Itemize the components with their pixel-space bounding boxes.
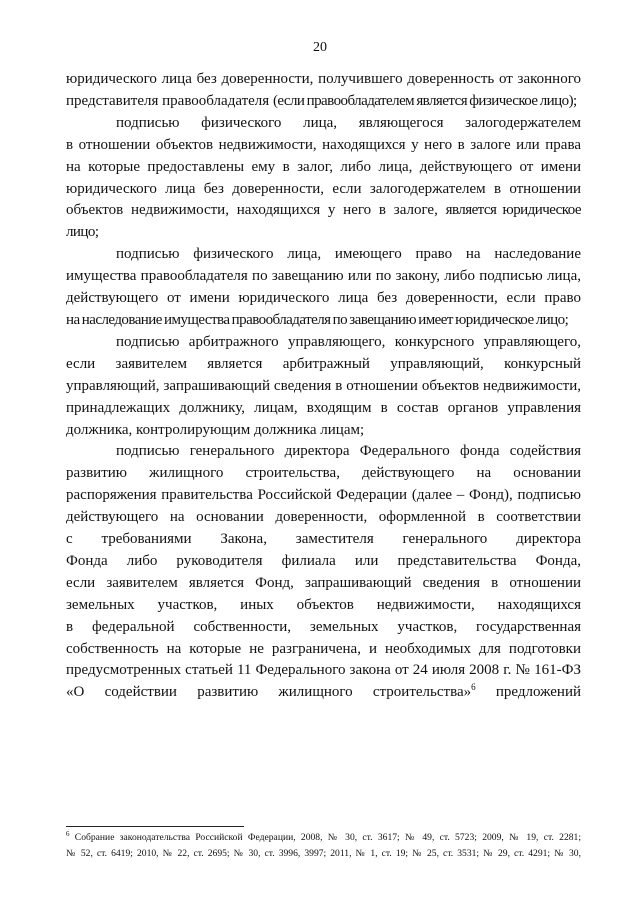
paragraph-line: развитию жилищного строительства, действующего на основании — [66, 465, 581, 482]
line-text: «О содействии развитию жилищного строительства» — [66, 684, 472, 701]
paragraph-line: в отношении объектов недвижимости, находящихся у него в залоге или права — [66, 136, 581, 153]
line-text-condensed: является юридическое лицо; — [66, 202, 581, 241]
line-text-condensed: (если правообладателем является физическое лицо); — [272, 92, 577, 109]
paragraph-line: юридического лица без доверенности, если залогодержателем в отношении — [66, 180, 581, 197]
paragraph-line: юридического лица без доверенности, получившего доверенность от законного — [66, 71, 581, 87]
paragraph-line — [66, 91, 581, 113]
paragraph-line: действующего на основании доверенности, оформленной в соответствии — [66, 509, 581, 526]
paragraph-line: подписью физического лица, имеющего право на наследование — [116, 246, 581, 263]
footnote-text: Собрание законодательства Российской Федерации, 2008, № 30, ст. 3617; № 49, ст. 5723; 2009, № 19, ст. 2281; — [69, 832, 581, 843]
paragraph-line: если заявителем является арбитражный управляющий, конкурсный — [66, 355, 581, 372]
footnote — [66, 830, 581, 861]
paragraph-line: с требованиями Закона, заместителя генерального директора — [66, 531, 581, 548]
footnote-marker: 6 — [66, 829, 70, 838]
footnote-divider — [66, 826, 244, 827]
paragraph-line: имущества правообладателя по завещанию или по закону, либо подписью лица, — [66, 268, 581, 285]
paragraph-line: подписью физического лица, являющегося залогодержателем — [116, 114, 581, 131]
paragraph-line: если заявителем является Фонд, запрашивающий сведения в отношении — [66, 574, 581, 591]
line-text: предложений — [475, 684, 581, 701]
paragraph-line: подписью генерального директора Федерального фонда содействия — [116, 443, 581, 460]
paragraph-line: в федеральной собственности, земельных участков, государственная — [66, 618, 581, 635]
paragraph-line: Фонда либо руководителя филиала или представительства Фонда, — [66, 552, 581, 569]
footnote-reference[interactable]: 6 — [471, 682, 476, 693]
paragraph-line: принадлежащих должнику, лицам, входящим в состав органов управления — [66, 399, 581, 416]
paragraph-line: на которые предоставлены ему в залог, либо лица, действующего от имени — [66, 158, 581, 175]
line-text: представителя правообладателя — [66, 92, 273, 109]
line-text: объектов недвижимости, находящихся у него в залоге, — [66, 202, 446, 219]
paragraph-line — [66, 682, 581, 704]
paragraph-line: должника, контролирующим должника лицам; — [66, 421, 365, 438]
paragraph-line: управляющий, запрашивающий сведения в отношении объектов недвижимости, — [66, 377, 581, 394]
document-body — [66, 69, 581, 704]
page-number: 20 — [313, 40, 327, 55]
paragraph-line: распоряжения правительства Российской Федерации (далее – Фонд), подписью — [66, 487, 581, 504]
footnote-line: № 52, ст. 6419; 2010, № 22, ст. 2695; № 30, ст. 3996, 3997; 2011, № 1, ст. 19; № 25, ст. 3531; № 29, ст. 4291; № 30, — [66, 847, 581, 859]
paragraph-line: предусмотренных статьей 11 Федерального закона от 24 июля 2008 г. № 161-ФЗ — [66, 662, 581, 679]
paragraph-line — [66, 200, 581, 244]
paragraph-line: земельных участков, иных объектов недвижимости, находящихся — [66, 596, 581, 613]
paragraph-line: подписью арбитражного управляющего, конкурсного управляющего, — [116, 333, 581, 350]
paragraph-line: действующего от имени юридического лица без доверенности, если право — [66, 290, 581, 307]
footnote-line — [66, 830, 581, 846]
paragraph-line: собственность на которые не разграничена, и необходимых для подготовки — [66, 640, 581, 657]
paragraph-line: на наследование имущества правообладателя по завещанию имеет юридическое лицо; — [66, 311, 569, 328]
